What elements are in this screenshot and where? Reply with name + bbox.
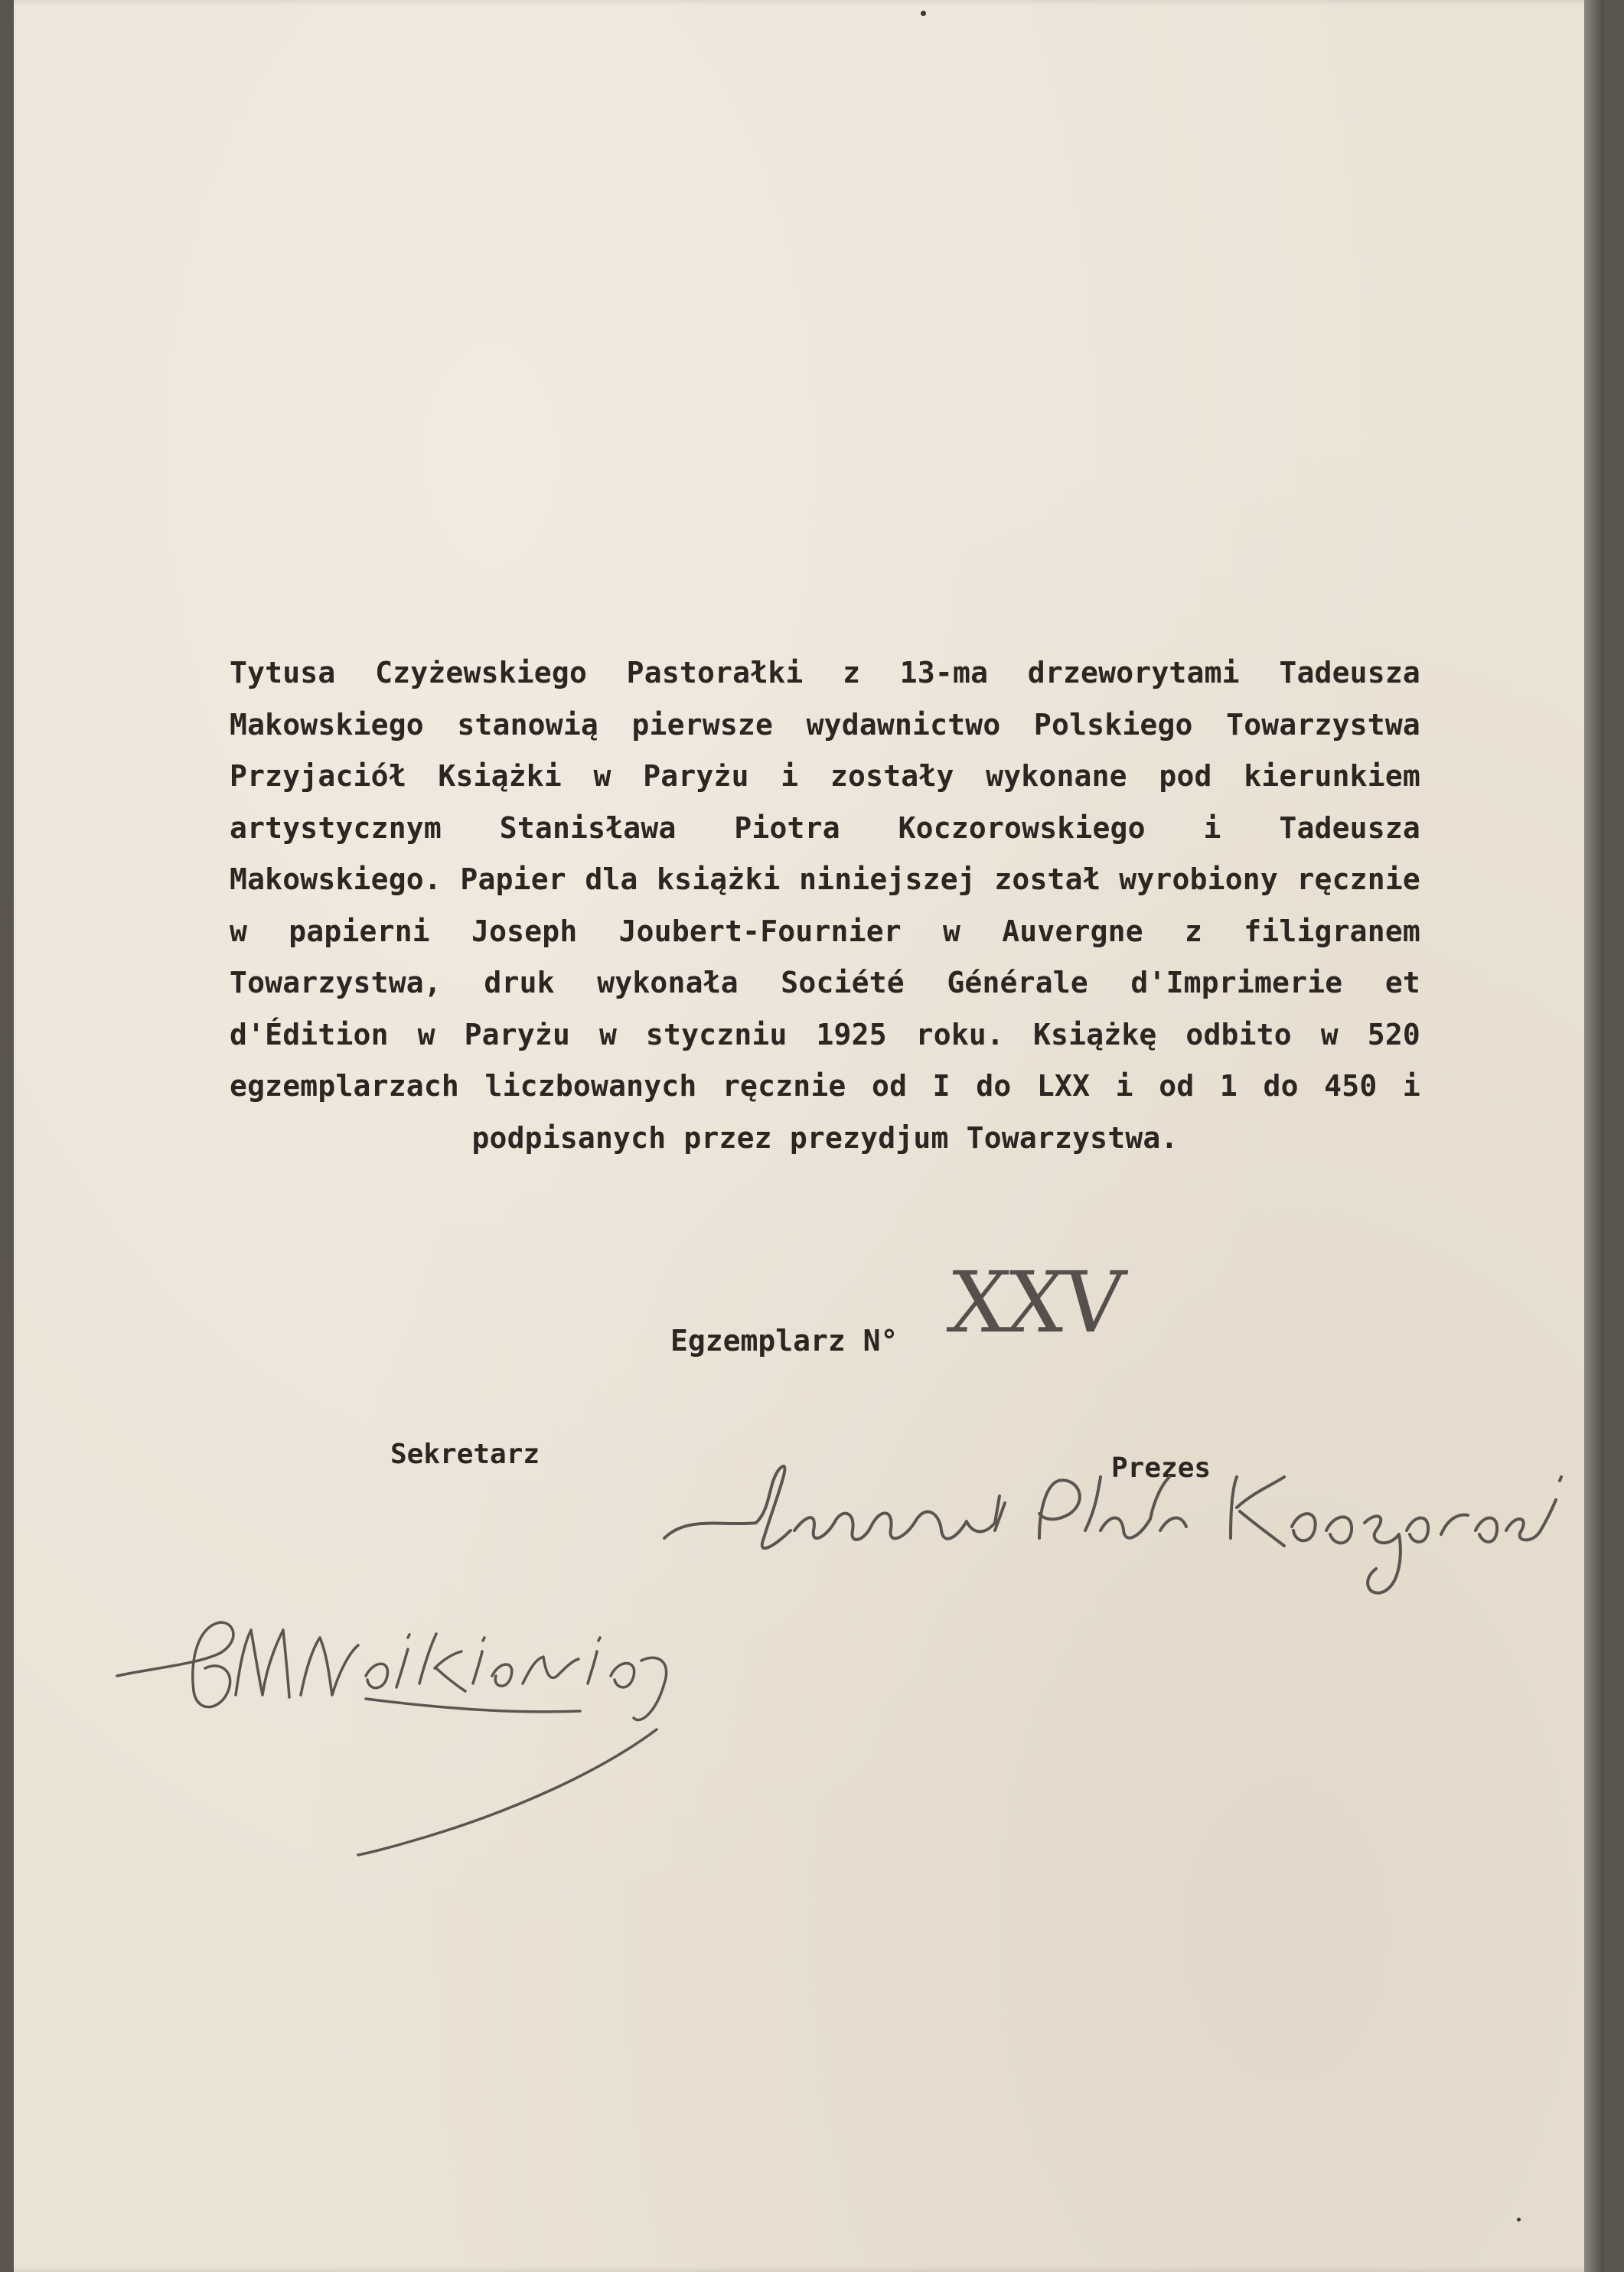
copy-number-line [670, 1324, 898, 1358]
page-edge-shadow [1584, 0, 1604, 2272]
president-label: Prezes [1111, 1452, 1211, 1484]
secretary-label: Sekretarz [390, 1439, 540, 1470]
copy-number-handwritten: XXV [944, 1253, 1126, 1351]
president-signature [641, 1423, 1575, 1607]
colophon-paragraph: Tytusa Czyżewskiego Pastorałki z 13-ma drzeworytami Tadeusza Makowskiego stanowią pierwsze wydawnictwo Polskiego Towarzystwa Przyjaciół Książki w Paryżu i zostały wykonane pod kierunkiem artystycznym Stanisława Piotra Koczorowskiego i Tadeusza Makowskiego. Papier dla książki niniejszej został wyrobiony ręcznie w papierni Joseph Joubert-Fournier w Auvergne z filigranem Towarzystwa, druk wykonała Société Générale d'Imprimerie et d'Édition w Paryżu w styczniu 1925 roku. Książkę odbito w 520 egzemplarzach liczbowanych ręcznie od I do LXX i od 1 do 450 i podpisanych przez prezydjum Towarzystwa. [230, 656, 1420, 1155]
secretary-signature [106, 1561, 748, 1882]
copy-number-label: Egzemplarz N° [670, 1324, 898, 1358]
paper-page [14, 0, 1604, 2272]
paper-speck [1517, 2218, 1521, 2221]
paper-speck [921, 11, 926, 16]
